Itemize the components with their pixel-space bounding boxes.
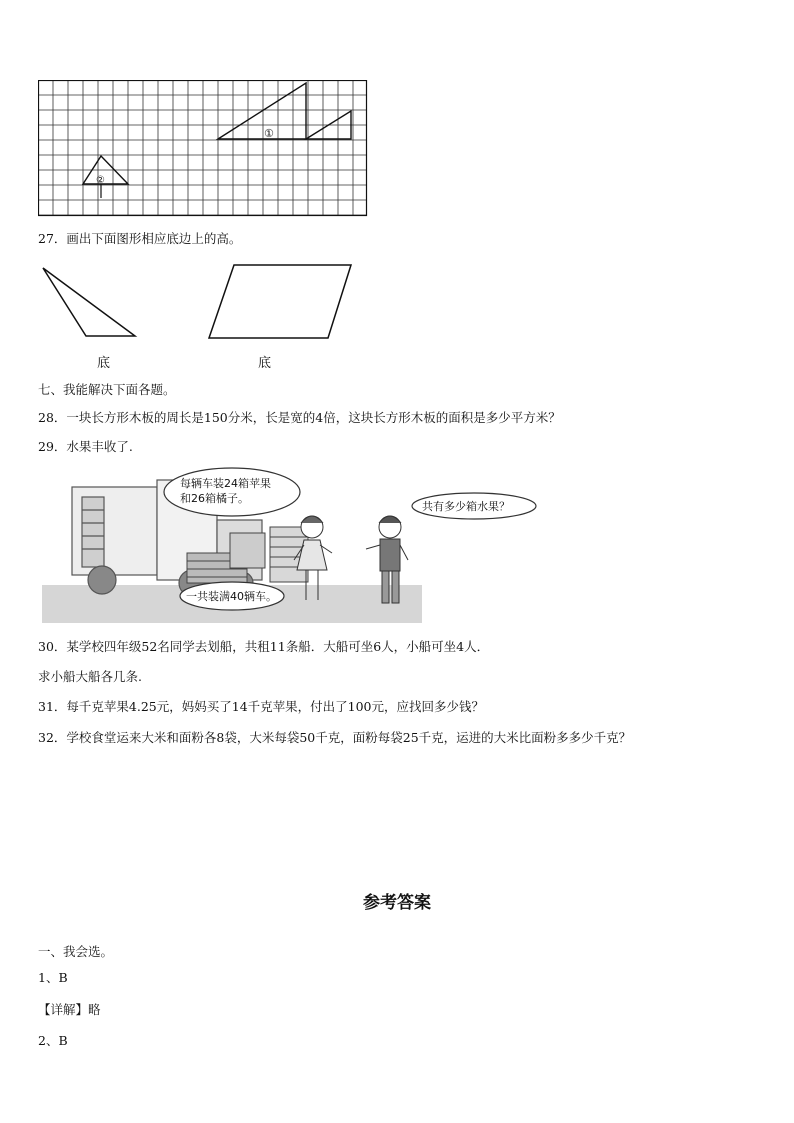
bubble-girl-text: 一共装满40辆车。: [186, 590, 277, 603]
fruit-harvest-illustration: [42, 465, 540, 623]
question-27: 27．画出下面图形相应底边上的高。: [38, 231, 242, 246]
parallelogram: [209, 265, 351, 338]
question-32: 32．学校食堂运来大米和面粉各8袋，大米每袋50千克，面粉每袋25千克，运进的大米比面粉多多少千克？: [38, 730, 632, 745]
bubble-boy-text: 共有多少箱水果？: [422, 500, 510, 513]
answer-1-detail: 【详解】略: [38, 1002, 101, 1017]
question-31: 31．每千克苹果4.25元，妈妈买了14千克苹果，付出了100元，应找回多少钱？: [38, 699, 485, 714]
grid-lines: [38, 80, 367, 216]
question-30-line2: 求小船大船各几条.: [38, 669, 142, 684]
answers-section-1: 一、我会选。: [38, 944, 114, 959]
grid-border: [39, 81, 367, 216]
figure-2-label: ②: [96, 175, 105, 186]
question-28: 28．一块长方形木板的周长是150分米，长是宽的4倍，这块长方形木板的面积是多少平方米？: [38, 410, 561, 425]
obtuse-triangle: [43, 268, 135, 336]
answer-1: 1、B: [38, 970, 68, 985]
bubble-truck-line2: 和26箱橘子。: [180, 492, 249, 505]
question-29: 29．水果丰收了.: [38, 439, 133, 454]
answer-2: 2、B: [38, 1033, 68, 1048]
bubble-truck-line1: 每辆车装24箱苹果: [180, 477, 271, 490]
parallelogram-base-label: 底: [258, 356, 272, 371]
triangle-base-label: 底: [97, 356, 111, 371]
section-7-heading: 七、我能解决下面各题。: [38, 382, 176, 397]
grid-figure: [38, 80, 368, 217]
q27-shapes: [38, 258, 368, 344]
figure-1-label: ①: [264, 127, 274, 140]
question-30-line1: 30．某学校四年级52名同学去划船，共租11条船．大船可坐6人，小船可坐4人．: [38, 639, 490, 654]
answers-title: 参考答案: [363, 893, 431, 913]
